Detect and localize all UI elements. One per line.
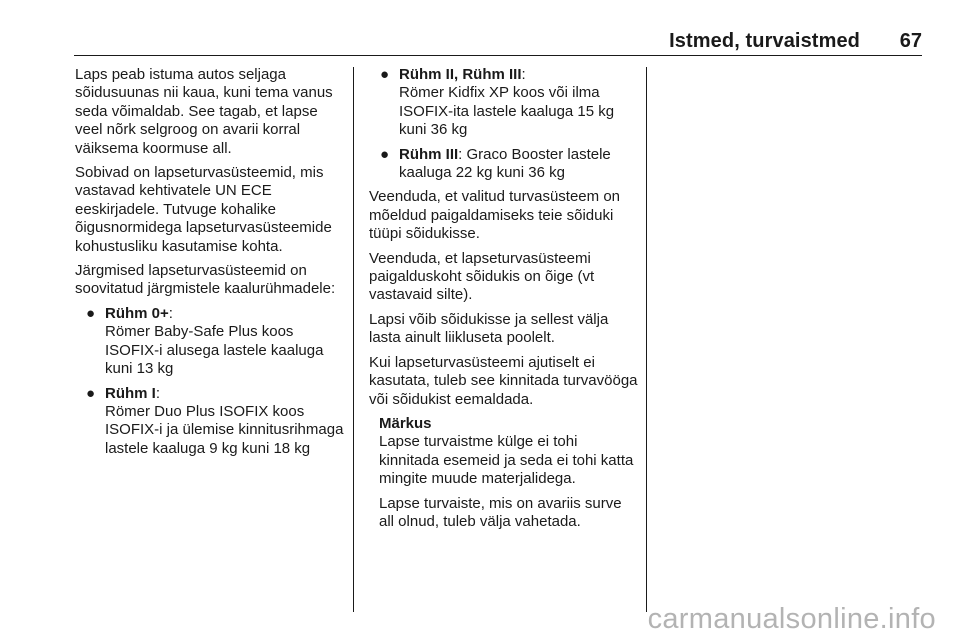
note-paragraph: Lapse turvaistme külge ei tohi kinnitada esemeid ja seda ei tohi katta mingite muude materjalidega. <box>379 433 634 488</box>
paragraph: Sobivad on lapseturvasüsteemid, mis vastavad kehtivatele UN ECE eeskirjadele. Tutvuge kohalike õigusnormidega lapseturvasüsteemide kohustusliku kasutamise kohta. <box>75 164 332 255</box>
note-paragraph: Lapse turvaiste, mis on avariis surve all olnud, tuleb välja vahetada. <box>379 494 622 530</box>
group-suffix: : <box>521 66 526 83</box>
middle-column <box>369 66 639 537</box>
list-item-text: Römer Baby-Safe Plus koos ISOFIX-i alusega lastele kaaluga kuni 13 kg <box>105 323 324 378</box>
paragraph: Veenduda, et valitud turvasüsteem on mõeldud paigaldamiseks teie sõiduki tüüpi sõidukisse. <box>369 188 621 243</box>
column-divider-right <box>646 67 647 612</box>
bullet-icon: ● <box>380 66 390 83</box>
bullet-icon: ● <box>86 384 96 402</box>
list-item <box>75 305 349 379</box>
group-label: Rühm I <box>105 384 156 402</box>
left-column <box>75 66 349 464</box>
list-item-text: Römer Kidfix XP koos või ilma ISOFIX-ita lastele kaaluga 15 kg kuni 36 kg <box>399 84 615 139</box>
group-suffix: : <box>168 304 173 322</box>
paragraph: Kui lapseturvasüsteemi ajutiselt ei kasutata, tuleb see kinnitada turvavööga või sõidukist eemaldada. <box>369 353 638 408</box>
list-item <box>369 146 639 183</box>
page-number: 67 <box>899 30 922 52</box>
list-item <box>369 66 639 140</box>
group-suffix: : <box>155 384 161 402</box>
header-rule <box>74 55 922 56</box>
note-title: Märkus <box>379 414 432 432</box>
group-suffix: : <box>458 145 463 163</box>
list-item <box>75 385 349 459</box>
paragraph: Laps peab istuma autos seljaga sõidusuunas nii kaua, kuni tema vanus seda võimaldab. See tagab, et lapse veel nõrk selgroog on avarii korral väiksema koormuse all. <box>75 66 333 157</box>
paragraph: Lapsi võib sõidukisse ja sellest välja lasta ainult liikluseta poolelt. <box>369 310 609 347</box>
paragraph: Veenduda, et lapseturvasüsteemi paigalduskoht sõidukis on õige (vt vastavaid silte). <box>369 249 595 304</box>
bullet-icon: ● <box>380 145 390 163</box>
column-divider-left <box>353 67 354 612</box>
group-label: Rühm 0+ <box>105 304 169 322</box>
group-label: Rühm II, Rühm III <box>399 66 522 83</box>
paragraph: Järgmised lapseturvasüsteemid on soovitatud järgmistele kaalurühmadele: <box>75 262 336 298</box>
bullet-icon: ● <box>86 304 96 322</box>
watermark: carmanualsonline.info <box>647 603 936 635</box>
page-header-title: Istmed, turvaistmed <box>669 30 860 52</box>
list-item-text: Römer Duo Plus ISOFIX koos ISOFIX-i ja ülemise kinnitusrihmaga lastele kaaluga 9 kg kuni 18 kg <box>105 402 344 457</box>
list-item-text: Graco Booster lastele kaaluga 22 kg kuni 36 kg <box>399 145 611 182</box>
group-label: Rühm III <box>399 145 459 163</box>
note-box <box>369 415 639 531</box>
